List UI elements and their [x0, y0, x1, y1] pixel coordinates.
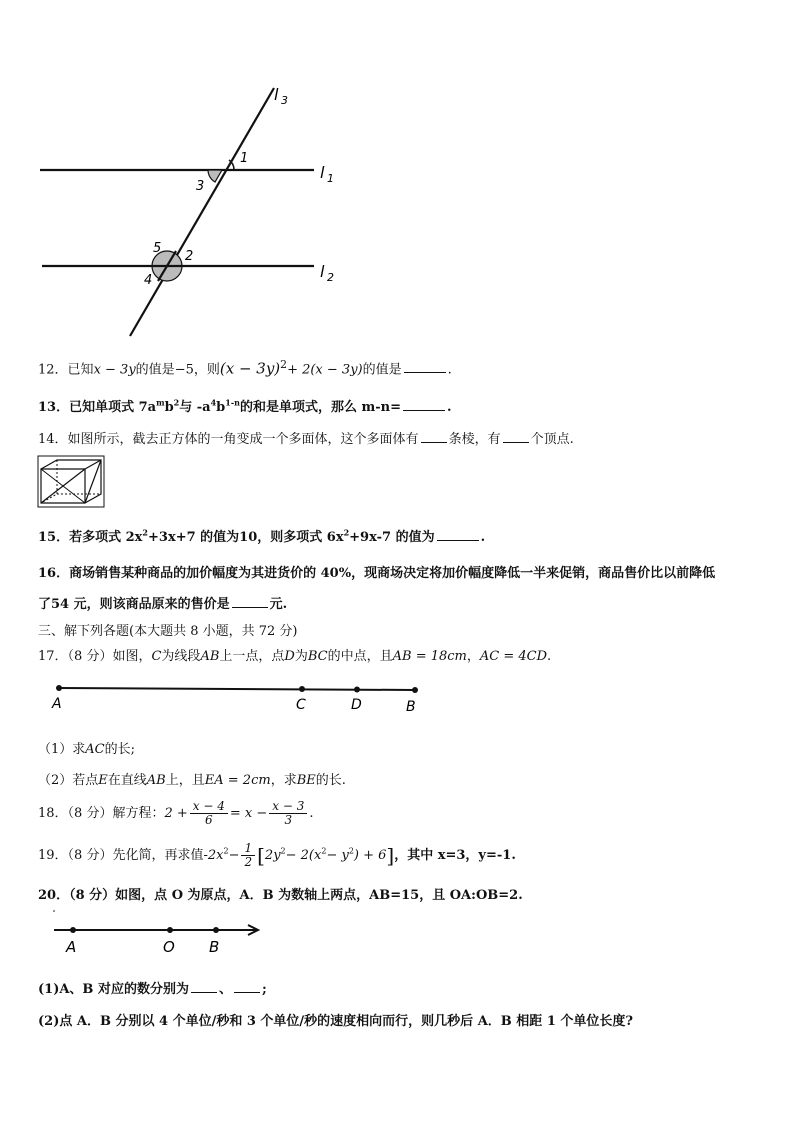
answer-blank[interactable] — [437, 528, 479, 541]
question-16-line-1: 16．商场销售某种商品的加价幅度为其进货价的 40%，现商场决定将加价幅度降低一半来促销，商品售价比以前降低 — [38, 566, 716, 581]
label-D: D — [351, 697, 362, 713]
question-17-part-1: （1）求AC的长; — [38, 742, 136, 757]
segment-figure — [44, 680, 424, 716]
point-A — [56, 685, 62, 691]
fraction: $\frac{1}{2}$ — [241, 842, 255, 869]
label-B: B — [406, 699, 416, 715]
question-18: 18．（8 分）解方程：2 + $\frac{x - 4}{6}$ = x − $\frac{x - 3}{3}$ . — [38, 799, 314, 827]
label-A: A — [52, 696, 62, 712]
point-B — [213, 927, 219, 933]
label-angle-5: 5 — [153, 241, 162, 256]
answer-blank[interactable] — [232, 595, 268, 608]
question-20: 20．（8 分）如图，点 O 为原点，A．B 为数轴上两点，AB=15，且 OA:OB=2. — [38, 888, 523, 903]
question-17: 17．（8 分）如图，C为线段AB上一点，点D为BC的中点，且AB = 18cm，AC = 4CD. — [38, 649, 552, 664]
label-angle-2: 2 — [185, 249, 194, 264]
line-l3 — [130, 88, 274, 336]
section-heading: 三、解下列各题(本大题共 8 小题，共 72 分) — [38, 624, 298, 639]
point-B — [412, 687, 418, 693]
question-14: 14．如图所示，截去正方体的一角变成一个多面体，这个多面体有 条棱，有 个顶点. — [38, 432, 574, 447]
label-C: C — [296, 697, 306, 713]
point-C — [299, 686, 305, 692]
question-20-part-1: (1)A、B 对应的数分别为 、 ; — [38, 982, 267, 997]
question-16-line-2: 了54 元，则该商品原来的售价是 元. — [38, 597, 288, 612]
point-A — [70, 927, 76, 933]
question-20-part-2: (2)点 A．B 分别以 4 个单位/秒和 3 个单位/秒的速度相向而行，则几秒后 A．B 相距 1 个单位长度? — [38, 1014, 634, 1029]
truncated-cube-figure — [37, 455, 105, 508]
question-17-part-2: （2）若点E在直线AB上，且EA = 2cm，求BE的长. — [38, 773, 346, 788]
fraction: $\frac{x - 4}{6}$ — [190, 800, 228, 827]
svg-text:1: 1 — [327, 172, 334, 185]
label-angle-4: 4 — [144, 273, 153, 288]
label-l3: l — [274, 85, 279, 104]
label-angle-3: 3 — [196, 179, 205, 194]
point-O — [167, 927, 173, 933]
answer-blank[interactable] — [403, 398, 445, 411]
answer-blank[interactable] — [404, 360, 446, 373]
label-B: B — [209, 938, 220, 956]
question-19: 19．（8 分）先化简，再求值$-2x^2-$ $\frac{1}{2}$ $[2y^2- 2(x^2- y^2) + 6]$，其中 x=3，y=-1. — [38, 841, 516, 869]
fraction: $\frac{x - 3}{3}$ — [269, 800, 307, 827]
question-15: 15．若多项式 $2x^2+3x+7$ 的值为10，则多项式 $6x^2+9x-7$ 的值为 . — [38, 527, 486, 545]
label-l2: l — [320, 262, 325, 281]
svg-text:3: 3 — [281, 94, 288, 107]
label-l1: l — [320, 163, 325, 182]
label-O: O — [163, 938, 175, 956]
vertices-blank[interactable] — [503, 430, 529, 443]
answer-blank-b[interactable] — [234, 980, 260, 993]
parallel-lines-figure — [36, 82, 346, 344]
label-A: A — [66, 938, 77, 956]
svg-text:2: 2 — [327, 271, 334, 284]
answer-blank-a[interactable] — [191, 980, 217, 993]
point-D — [354, 687, 360, 693]
question-12: 12．已知x − 3y的值是−5，则$(x - 3y)^2+ 2(x - 3y)$的值是 . — [38, 358, 452, 378]
label-angle-1: 1 — [240, 151, 249, 166]
number-line-figure — [46, 908, 266, 958]
question-13: 13．已知单项式 $7a^mb^2$与 $-a^4b^{1-n}$的和是单项式，那么 m-n= . — [38, 397, 452, 415]
edges-blank[interactable] — [421, 430, 447, 443]
